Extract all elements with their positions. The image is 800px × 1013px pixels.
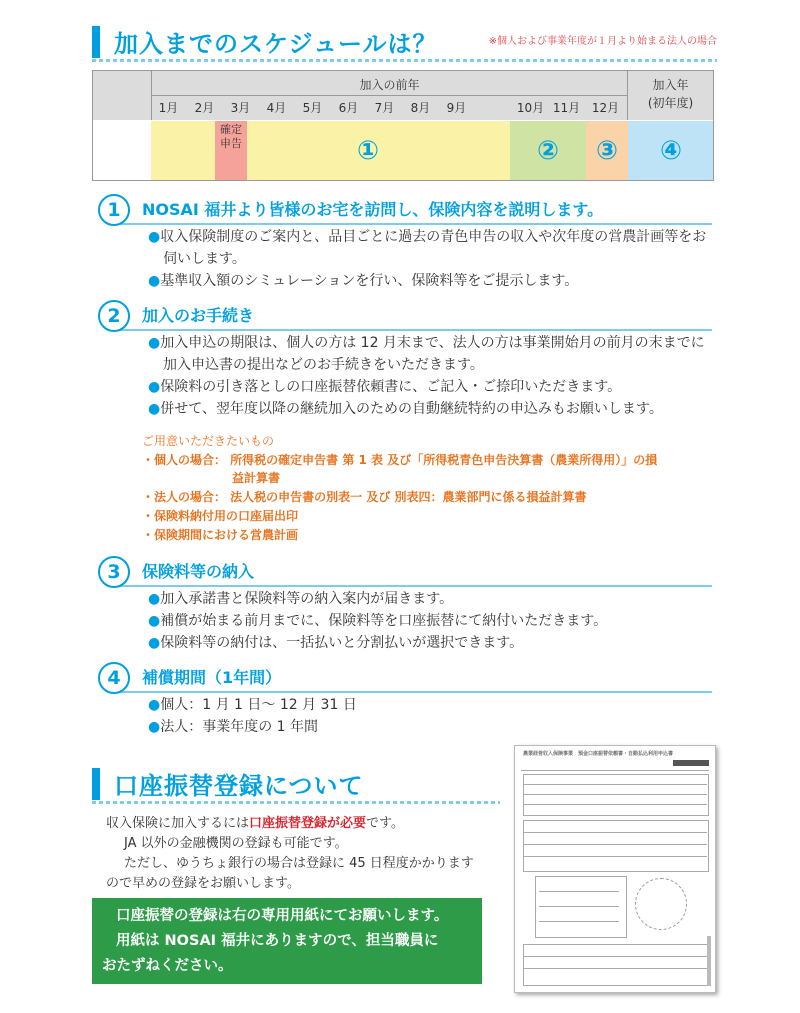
required-highlight: 口座振替登録が必要 xyxy=(249,816,367,831)
bullet-item: ●収入保険制度のご案内と、品目ごとに過去の青色申告の収入や次年度の営農計画等をお xyxy=(148,229,707,245)
kouza-section-title: 口座振替登録について xyxy=(114,772,364,800)
prev-year-label: 加入の前年 xyxy=(359,78,420,92)
month-label: 9月 xyxy=(446,101,467,115)
kouza-requirement: 収入保険に加入するには口座振替登録が必要です。 xyxy=(106,816,404,831)
month-label: 3月 xyxy=(230,101,251,115)
bullet-item: ●保険料等の納付は、一括払いと分割払いが選択できます。 xyxy=(148,635,524,651)
bullet-item: ●個人：1 月 1 日～ 12 月 31 日 xyxy=(148,697,357,713)
step-title: 加入のお手続き xyxy=(142,306,255,325)
step-number-badge: 4 xyxy=(98,662,130,694)
step-4-heading xyxy=(98,662,712,692)
month-label: 8月 xyxy=(410,101,431,115)
step-number-badge: 1 xyxy=(98,194,130,226)
month-label: 10月 xyxy=(516,101,545,115)
phase1-cell xyxy=(151,121,215,180)
kakutei-label: 確定申告 xyxy=(220,123,242,150)
section-divider xyxy=(92,59,717,62)
section-accent-bar xyxy=(92,26,100,58)
schedule-section-title: 加入までのスケジュールは？ xyxy=(114,30,438,58)
prep-item: ・保険料納付用の口座届出印 xyxy=(142,509,299,523)
bullet-item: ●補償が始まる前月までに、保険料等を口座振替にて納付いただきます。 xyxy=(148,613,608,629)
bullet-item: ●基準収入額のシミュレーションを行い、保険料等をご提示します。 xyxy=(148,273,579,289)
step-title: 保険料等の納入 xyxy=(142,562,255,581)
month-label: 11月 xyxy=(552,101,581,115)
bullet-item: ●法人：事業年度の 1 年間 xyxy=(148,719,319,735)
step-title: 補償期間（1年間） xyxy=(142,668,282,687)
transfer-form-image: 農業経営収入保険事業 預金口座振替依頼書・自動払込利用申込書 xyxy=(514,745,716,993)
join-year-label: 加入年 (初年度) xyxy=(647,78,694,110)
prep-item: ・法人の場合： 法人税の申告書の別表一 及び 別表四：農業部門に係る損益計算書 xyxy=(142,490,587,504)
schedule-section-header xyxy=(92,22,717,62)
month-label: 4月 xyxy=(266,101,287,115)
kouza-note: JA 以外の金融機関の登録も可能です。 xyxy=(124,836,348,851)
bullet-item: ●保険料の引き落としの口座振替依頼書に、ご記入・ご捺印いただきます。 xyxy=(148,379,622,395)
prep-item-continuation: 益計算書 xyxy=(232,471,281,485)
month-label: 12月 xyxy=(591,101,620,115)
kouza-instruction-box: 口座振替の登録は右の専用用紙にてお願いします。 用紙は NOSAI 福井にありますので、担当職員に おたずねください。 xyxy=(92,898,482,984)
prep-title: ご用意いただきたいもの xyxy=(142,434,275,448)
step-1-heading xyxy=(98,194,712,224)
month-label: 1月 xyxy=(158,101,179,115)
bullet-continuation: 加入申込書の提出などのお手続きをいただきます。 xyxy=(163,357,484,373)
bullet-item: ●併せて、翌年度以降の継続加入のための自動継続特約の申込みもお願いします。 xyxy=(148,401,663,417)
section-accent-bar xyxy=(92,768,100,800)
bullet-continuation: 伺いします。 xyxy=(163,251,246,267)
step-number-badge: 3 xyxy=(98,556,130,588)
kouza-section-header xyxy=(92,764,500,804)
month-label: 2月 xyxy=(194,101,215,115)
month-label: 6月 xyxy=(338,101,359,115)
step-2-heading xyxy=(98,300,712,330)
schedule-table xyxy=(92,70,714,181)
phase4-marker: ④ xyxy=(659,136,682,166)
phase1-marker: ① xyxy=(356,136,379,166)
kouza-note: ただし、ゆうちょ銀行の場合は登録に 45 日程度かかります xyxy=(124,856,474,871)
kouza-note: ので早めの登録をお願いします。 xyxy=(106,876,300,891)
month-label: 7月 xyxy=(374,101,395,115)
section-divider xyxy=(92,801,500,804)
phase3-marker: ③ xyxy=(595,136,618,166)
step-3-heading xyxy=(98,556,712,586)
bullet-item: ●加入申込の期限は、個人の方は 12 月末まで、法人の方は事業開始月の前月の末までに xyxy=(148,335,705,351)
schedule-note: ※個人および事業年度が１月より始まる法人の場合 xyxy=(488,36,717,47)
step-title: NOSAI 福井より皆様のお宅を訪問し、保険内容を説明します。 xyxy=(142,200,604,219)
bullet-item: ●加入承諾書と保険料等の納入案内が届きます。 xyxy=(148,591,454,607)
month-label: 5月 xyxy=(302,101,323,115)
step-number-badge: 2 xyxy=(98,300,130,332)
prep-item: ・個人の場合： 所得税の確定申告書 第 1 表 及び「所得税青色申告決算書（農業所得用）」の損 xyxy=(142,453,658,467)
prep-item: ・保険期間における営農計画 xyxy=(142,528,299,542)
phase2-marker: ② xyxy=(536,136,559,166)
